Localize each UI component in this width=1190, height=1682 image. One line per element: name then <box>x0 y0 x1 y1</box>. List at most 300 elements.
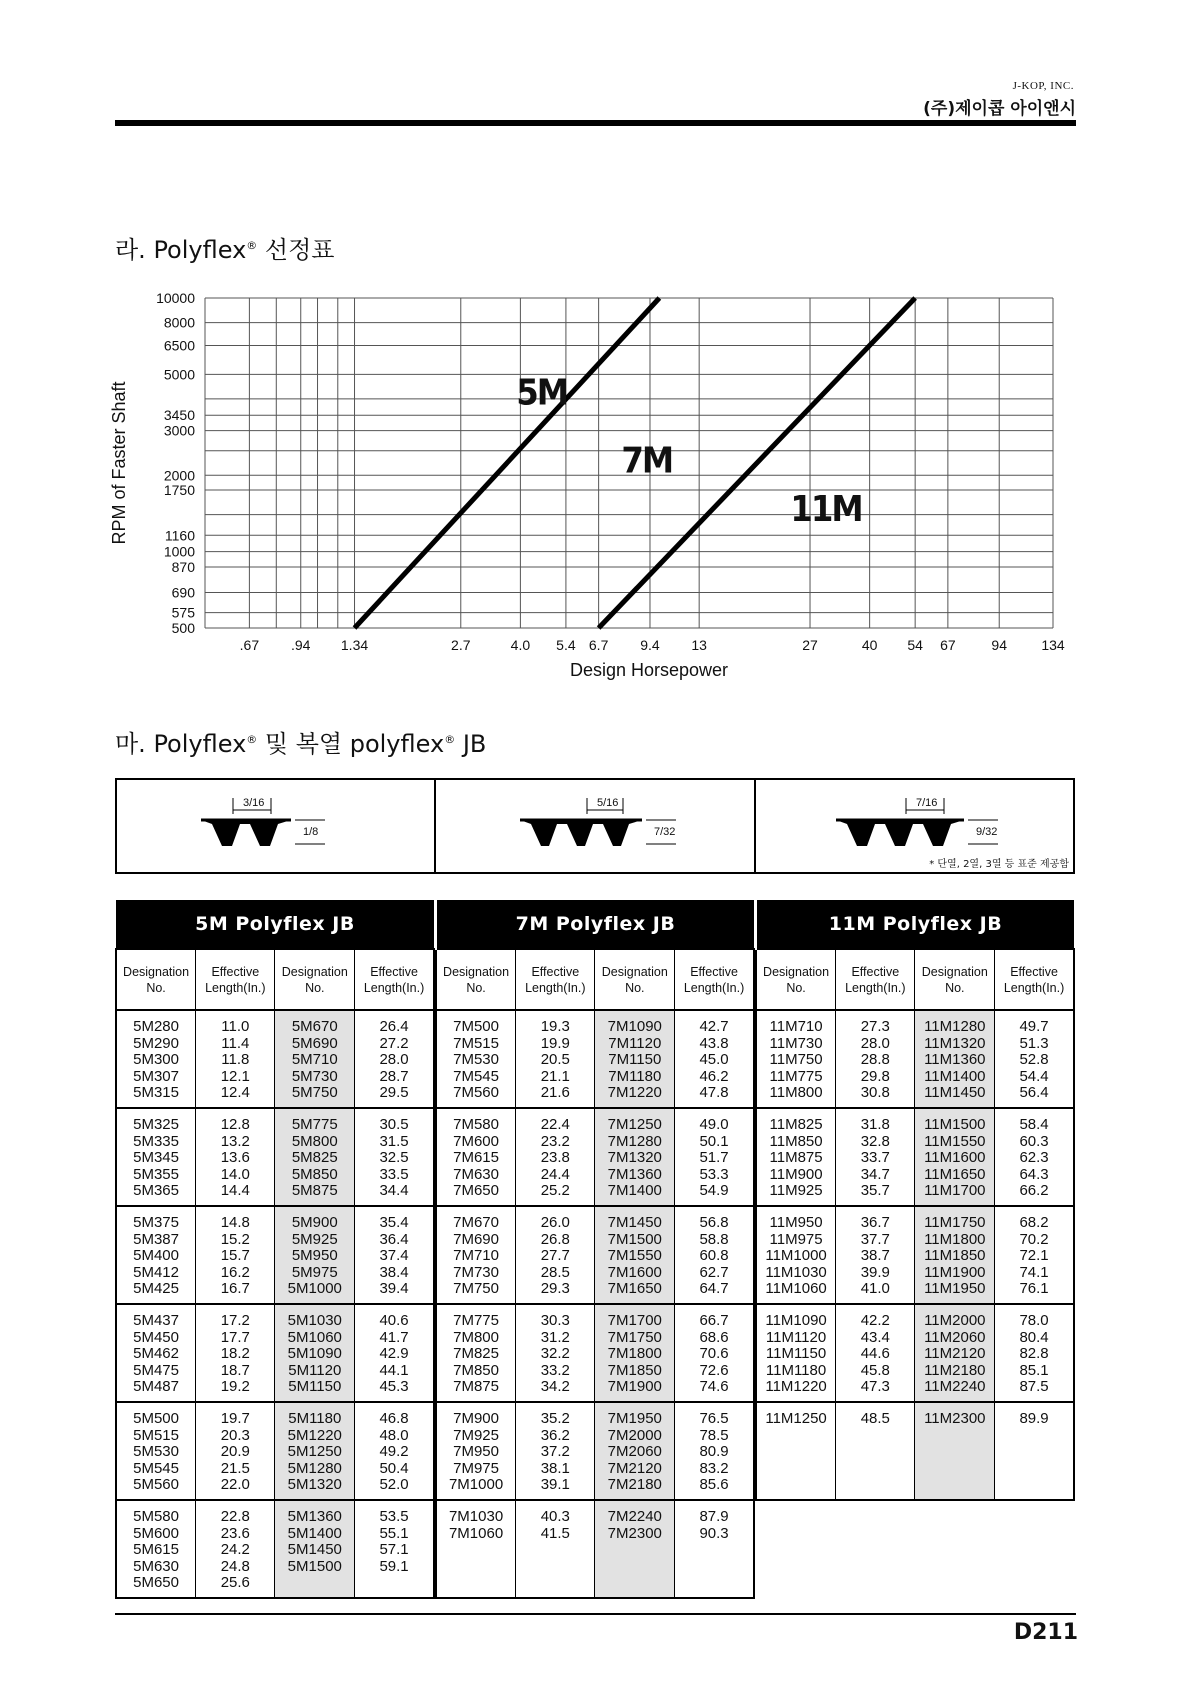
designation-value: 5M1090 <box>287 1345 342 1362</box>
effective-length-cell <box>675 1304 754 1402</box>
designation-value: 5M1060 <box>287 1328 342 1346</box>
designation-value: 5M450 <box>133 1328 179 1346</box>
designation-value: 7M2120 <box>607 1459 662 1477</box>
column-header-designation <box>116 949 196 1010</box>
effective-length-value: 15.7 <box>220 1247 250 1264</box>
table-row-group <box>116 1500 434 1598</box>
effective-length-value: 82.8 <box>1019 1345 1049 1362</box>
effective-length-value: 37.7 <box>860 1230 890 1248</box>
designation-value: 5M615 <box>133 1541 179 1558</box>
effective-length-value: 39.4 <box>379 1280 409 1297</box>
designation-value: 5M630 <box>133 1557 179 1575</box>
designation-value: 5M825 <box>291 1149 338 1166</box>
header-line: Length(In.) <box>845 980 906 995</box>
designation-cell <box>595 1108 675 1206</box>
effective-length-value: 29.8 <box>860 1067 890 1085</box>
designation-value: 11M875 <box>769 1149 823 1166</box>
designation-value: 5M545 <box>133 1459 179 1477</box>
effective-length-value: 15.2 <box>220 1230 250 1248</box>
designation-value: 5M1450 <box>287 1541 342 1558</box>
designation-value: 7M1090 <box>607 1018 662 1035</box>
designation-value: 5M690 <box>291 1034 338 1052</box>
designation-value: 7M1120 <box>608 1034 662 1052</box>
designation-value: 11M1500 <box>924 1116 986 1133</box>
effective-length-value: 85.6 <box>699 1476 729 1493</box>
effective-length-value: 60.8 <box>699 1247 729 1264</box>
effective-length-cell <box>995 1304 1074 1402</box>
x-tick-label: 1.34 <box>340 637 369 653</box>
designation-value: 5M1030 <box>287 1312 342 1329</box>
x-axis-label: Design Horsepower <box>569 660 729 680</box>
table-row-group <box>756 1402 1074 1500</box>
effective-length-value: 68.2 <box>1019 1214 1049 1231</box>
designation-value: 11M1950 <box>924 1280 986 1297</box>
effective-length-value: 68.6 <box>699 1328 729 1346</box>
designation-value: 7M515 <box>453 1034 499 1052</box>
effective-length-value: 32.2 <box>540 1345 570 1362</box>
table-row-group <box>116 1206 434 1304</box>
effective-length-value: 72.1 <box>1019 1247 1049 1264</box>
table-row-group <box>436 1010 754 1108</box>
effective-length-value: 11.0 <box>221 1018 250 1035</box>
x-tick-label: 94 <box>991 637 1008 653</box>
designation-value: 5M710 <box>291 1051 338 1068</box>
effective-length-value: 23.2 <box>540 1132 570 1150</box>
effective-length-value: 22.0 <box>220 1476 250 1493</box>
effective-length-value: 36.2 <box>540 1426 570 1444</box>
designation-value: 5M1120 <box>288 1361 342 1379</box>
effective-length-value: 32.8 <box>860 1132 890 1150</box>
effective-length-cell <box>675 1500 754 1598</box>
effective-length-value: 13.6 <box>220 1149 250 1166</box>
effective-length-value: 72.6 <box>699 1361 729 1379</box>
selection-chart <box>105 280 1090 710</box>
effective-length-value: 37.2 <box>540 1443 570 1460</box>
effective-length-value: 41.5 <box>540 1524 570 1542</box>
column-header-effective-length <box>196 949 275 1010</box>
designation-value: 7M690 <box>453 1230 499 1248</box>
page-number: D211 <box>1013 1620 1078 1645</box>
table-row-group <box>756 1304 1074 1402</box>
header-line: Effective <box>531 964 580 979</box>
designation-value: 7M615 <box>453 1149 499 1166</box>
effective-length-value: 50.4 <box>379 1459 409 1477</box>
effective-length-value: 25.6 <box>220 1574 250 1591</box>
effective-length-value: 14.0 <box>220 1165 250 1183</box>
designation-value: 7M950 <box>453 1443 499 1460</box>
effective-length-value: 28.8 <box>860 1051 890 1068</box>
effective-length-value: 70.2 <box>1019 1230 1049 1248</box>
belt-rib-shape <box>520 820 642 846</box>
designation-cell <box>275 1402 355 1500</box>
designation-value: 7M1500 <box>607 1230 662 1248</box>
belt-rib-shape <box>836 820 964 846</box>
y-tick-label: 8000 <box>163 314 195 331</box>
effective-length-value: 38.7 <box>860 1247 890 1264</box>
designation-value: 11M1850 <box>924 1247 986 1264</box>
designation-value: 5M462 <box>133 1345 179 1362</box>
designation-value: 7M775 <box>453 1312 499 1329</box>
header-line: No. <box>305 980 325 995</box>
designation-cell <box>595 1402 675 1500</box>
designation-value: 7M1360 <box>607 1165 662 1183</box>
effective-length-value: 45.8 <box>860 1361 890 1379</box>
designation-cell <box>595 1206 675 1304</box>
effective-length-value: 56.8 <box>699 1214 729 1231</box>
designation-value: 7M530 <box>453 1051 499 1068</box>
designation-value: 7M1400 <box>607 1182 662 1199</box>
designation-value: 7M730 <box>453 1263 499 1281</box>
effective-length-value: 50.1 <box>699 1132 729 1150</box>
designation-cell <box>116 1304 196 1402</box>
header-line: Effective <box>370 964 418 979</box>
series-label-11m: 11M <box>790 489 862 531</box>
designation-value: 5M1320 <box>287 1476 342 1493</box>
belt-rib-shape <box>201 820 291 846</box>
effective-length-value: 90.3 <box>699 1524 729 1542</box>
designation-value: 11M1180 <box>765 1361 827 1379</box>
x-tick-label: 40 <box>861 637 878 653</box>
table-title: 7M Polyflex JB <box>436 900 754 949</box>
section-title-polyflex-jb <box>115 724 486 759</box>
effective-length-cell <box>196 1010 275 1108</box>
header-line: Designation <box>443 964 510 979</box>
effective-length-value: 64.3 <box>1019 1165 1049 1183</box>
effective-length-value: 44.6 <box>860 1345 890 1362</box>
designation-value: 7M1220 <box>607 1084 662 1101</box>
header-line: No. <box>146 980 166 995</box>
effective-length-value: 41.0 <box>860 1280 890 1297</box>
effective-length-value: 12.8 <box>220 1116 250 1133</box>
effective-length-value: 27.2 <box>379 1034 409 1052</box>
effective-length-value: 39.9 <box>860 1263 890 1281</box>
x-tick-label: 134 <box>1041 637 1065 653</box>
effective-length-value: 19.9 <box>540 1034 570 1052</box>
designation-value: 7M1000 <box>448 1476 504 1493</box>
designation-value: 11M1320 <box>924 1034 986 1052</box>
table-row-group <box>436 1206 754 1304</box>
x-tick-label: 4.0 <box>510 637 531 653</box>
effective-length-cell <box>355 1108 434 1206</box>
designation-value: 5M290 <box>133 1034 179 1052</box>
column-header-designation <box>595 949 675 1010</box>
table-row-group <box>436 1500 754 1598</box>
designation-value: 11M800 <box>769 1084 823 1101</box>
header-line: Length(In.) <box>205 980 266 995</box>
effective-length-cell <box>516 1500 595 1598</box>
profile-height-label: 1/8 <box>303 826 319 838</box>
effective-length-value: 16.2 <box>220 1263 250 1281</box>
effective-length-cell <box>196 1402 275 1500</box>
designation-cell <box>275 1010 355 1108</box>
effective-length-value: 78.0 <box>1019 1312 1049 1329</box>
table-row-group <box>756 1010 1074 1108</box>
profile-pitch-label: 7/16 <box>915 797 938 809</box>
effective-length-value: 70.6 <box>699 1345 729 1362</box>
designation-value: 11M2120 <box>924 1345 986 1362</box>
designation-cell <box>915 1010 995 1108</box>
effective-length-value: 23.6 <box>220 1524 250 1542</box>
effective-length-value: 54.9 <box>699 1182 729 1199</box>
effective-length-value: 34.7 <box>860 1165 890 1183</box>
designation-value: 7M1060 <box>448 1524 504 1542</box>
effective-length-value: 74.6 <box>699 1378 729 1395</box>
effective-length-cell <box>196 1206 275 1304</box>
designation-value: 7M1280 <box>607 1132 662 1150</box>
section-title-selection-chart <box>115 230 334 265</box>
effective-length-value: 32.5 <box>379 1149 409 1166</box>
column-header-effective-length <box>995 949 1074 1010</box>
effective-length-value: 27.3 <box>860 1018 890 1035</box>
designation-value: 5M315 <box>133 1084 179 1101</box>
effective-length-value: 47.3 <box>860 1378 890 1395</box>
designation-value: 5M335 <box>133 1132 179 1150</box>
effective-length-value: 52.0 <box>379 1476 409 1493</box>
designation-cell <box>436 1500 516 1598</box>
designation-value: 7M1900 <box>607 1378 662 1395</box>
designation-cell <box>116 1108 196 1206</box>
series-label-5m: 5M <box>516 372 567 414</box>
designation-value: 5M560 <box>133 1476 179 1493</box>
effective-length-value: 19.2 <box>220 1378 250 1395</box>
effective-length-value: 66.2 <box>1019 1182 1049 1199</box>
effective-length-value: 45.0 <box>699 1051 729 1068</box>
designation-cell <box>275 1108 355 1206</box>
belt-profiles <box>115 778 1075 874</box>
designation-cell <box>436 1206 516 1304</box>
effective-length-value: 22.4 <box>540 1116 570 1133</box>
designation-cell <box>116 1402 196 1500</box>
effective-length-value: 27.7 <box>540 1247 570 1264</box>
profile-pitch-label: 5/16 <box>597 797 619 809</box>
designation-value: 11M750 <box>769 1051 823 1068</box>
designation-value: 11M1450 <box>924 1084 986 1101</box>
designation-value: 7M750 <box>453 1280 499 1297</box>
y-tick-label: 1000 <box>163 543 195 560</box>
effective-length-value: 43.8 <box>699 1034 729 1052</box>
effective-length-value: 34.2 <box>540 1378 570 1395</box>
effective-length-value: 87.9 <box>699 1508 729 1525</box>
polyflex-table <box>115 900 435 1599</box>
designation-value: 11M1800 <box>924 1230 986 1248</box>
profile-7m <box>436 780 755 872</box>
effective-length-value: 46.2 <box>699 1067 729 1085</box>
y-tick-label: 870 <box>171 558 195 575</box>
y-tick-label: 6500 <box>163 337 195 354</box>
effective-length-value: 48.5 <box>860 1410 890 1427</box>
designation-value: 5M580 <box>133 1508 179 1525</box>
column-header-effective-length <box>836 949 915 1010</box>
effective-length-value: 17.2 <box>220 1312 250 1329</box>
designation-value: 5M280 <box>133 1018 179 1035</box>
effective-length-value: 20.3 <box>220 1426 250 1444</box>
designation-value: 5M355 <box>133 1165 179 1183</box>
designation-cell <box>436 1010 516 1108</box>
designation-value: 7M1250 <box>607 1116 662 1133</box>
designation-cell <box>595 1500 675 1598</box>
effective-length-value: 16.7 <box>220 1280 250 1297</box>
effective-length-value: 31.2 <box>540 1328 570 1346</box>
designation-value: 5M530 <box>133 1443 179 1460</box>
effective-length-value: 62.3 <box>1019 1149 1049 1166</box>
designation-value: 11M900 <box>769 1165 823 1183</box>
effective-length-value: 38.1 <box>540 1459 570 1477</box>
effective-length-value: 28.0 <box>860 1034 890 1052</box>
effective-length-value: 76.1 <box>1019 1280 1049 1297</box>
effective-length-value: 64.7 <box>699 1280 729 1297</box>
effective-length-value: 57.1 <box>379 1541 409 1558</box>
effective-length-value: 35.7 <box>860 1182 890 1199</box>
designation-cell <box>275 1304 355 1402</box>
section-ra-prefix: 라. Polyflex <box>115 236 247 264</box>
designation-value: 5M437 <box>133 1312 179 1329</box>
header-line: Designation <box>763 964 830 979</box>
designation-value: 11M2000 <box>924 1312 986 1329</box>
designation-value: 7M975 <box>453 1459 499 1477</box>
effective-length-value: 30.3 <box>540 1312 570 1329</box>
designation-value: 11M1150 <box>765 1345 827 1362</box>
effective-length-value: 20.5 <box>540 1051 570 1068</box>
effective-length-value: 87.5 <box>1019 1378 1049 1395</box>
effective-length-value: 48.0 <box>379 1426 409 1444</box>
effective-length-value: 52.8 <box>1019 1051 1049 1068</box>
effective-length-cell <box>675 1402 754 1500</box>
polyflex-table <box>435 900 755 1599</box>
designation-value: 7M1700 <box>607 1312 662 1329</box>
designation-value: 11M950 <box>769 1214 823 1231</box>
designation-value: 5M800 <box>291 1132 338 1150</box>
designation-value: 7M2300 <box>607 1524 662 1542</box>
effective-length-value: 28.7 <box>379 1067 409 1085</box>
designation-cell <box>756 1206 836 1304</box>
effective-length-value: 38.4 <box>379 1263 409 1281</box>
profile-note: * 단열, 2열, 3열 등 표준 제공함 <box>929 859 1069 870</box>
header-line: Length(In.) <box>363 980 425 995</box>
designation-value: 11M1090 <box>765 1312 827 1329</box>
effective-length-value: 62.7 <box>699 1263 729 1281</box>
effective-length-value: 14.4 <box>220 1182 250 1199</box>
effective-length-value: 23.8 <box>540 1149 570 1166</box>
table-row-group <box>116 1010 434 1108</box>
effective-length-value: 21.5 <box>220 1459 250 1477</box>
effective-length-value: 18.7 <box>220 1361 250 1379</box>
effective-length-value: 33.7 <box>860 1149 890 1166</box>
registered-mark: ® <box>246 733 258 746</box>
designation-value: 7M850 <box>453 1361 499 1379</box>
effective-length-cell <box>836 1010 915 1108</box>
designation-value: 11M1700 <box>924 1182 986 1199</box>
column-header-effective-length <box>355 949 434 1010</box>
x-tick-label: 27 <box>802 637 818 653</box>
effective-length-cell <box>516 1402 595 1500</box>
effective-length-value: 19.7 <box>220 1410 250 1427</box>
designation-value: 7M2180 <box>607 1476 662 1493</box>
effective-length-value: 42.2 <box>860 1312 890 1329</box>
effective-length-value: 19.3 <box>540 1018 570 1035</box>
y-axis-label: RPM of Faster Shaft <box>109 381 129 545</box>
designation-value: 5M515 <box>133 1426 179 1444</box>
effective-length-value: 41.7 <box>379 1328 409 1346</box>
designation-value: 7M2000 <box>607 1426 662 1444</box>
effective-length-cell <box>196 1500 275 1598</box>
registered-mark: ® <box>444 733 456 746</box>
effective-length-cell <box>516 1010 595 1108</box>
effective-length-value: 20.9 <box>220 1443 250 1460</box>
effective-length-value: 51.7 <box>699 1149 729 1166</box>
effective-length-value: 26.4 <box>379 1018 409 1035</box>
designation-value: 5M1150 <box>288 1378 342 1395</box>
effective-length-value: 35.4 <box>379 1214 409 1231</box>
effective-length-value: 80.4 <box>1019 1328 1049 1346</box>
effective-length-cell <box>355 1402 434 1500</box>
table-row-group <box>116 1402 434 1500</box>
designation-value: 5M307 <box>133 1067 179 1085</box>
header-line: No. <box>786 980 806 995</box>
effective-length-cell <box>355 1304 434 1402</box>
designation-cell <box>915 1304 995 1402</box>
table-row-group <box>116 1108 434 1206</box>
designation-value: 5M1220 <box>287 1426 342 1444</box>
designation-value: 11M1220 <box>765 1378 827 1395</box>
designation-value: 11M1250 <box>765 1410 827 1427</box>
y-tick-label: 10000 <box>156 290 195 306</box>
designation-value: 5M1400 <box>287 1524 342 1542</box>
effective-length-value: 49.7 <box>1019 1018 1049 1035</box>
polyflex-jb-tables <box>115 900 1075 1600</box>
effective-length-value: 24.4 <box>540 1165 570 1183</box>
designation-value: 5M600 <box>133 1524 179 1542</box>
effective-length-value: 74.1 <box>1019 1263 1049 1281</box>
designation-value: 5M487 <box>133 1378 179 1395</box>
header-line: Effective <box>1010 964 1058 979</box>
designation-value: 5M975 <box>291 1263 338 1281</box>
effective-length-value: 58.8 <box>699 1230 729 1248</box>
effective-length-value: 42.7 <box>699 1018 729 1035</box>
designation-value: 11M925 <box>769 1182 823 1199</box>
effective-length-value: 24.2 <box>220 1541 250 1558</box>
designation-value: 5M400 <box>133 1247 179 1264</box>
effective-length-value: 60.3 <box>1019 1132 1049 1150</box>
effective-length-value: 66.7 <box>699 1312 729 1329</box>
effective-length-value: 36.4 <box>379 1230 409 1248</box>
effective-length-value: 13.2 <box>220 1132 250 1150</box>
designation-value: 5M670 <box>291 1018 338 1035</box>
effective-length-value: 29.5 <box>379 1084 409 1101</box>
effective-length-cell <box>196 1108 275 1206</box>
y-tick-label: 3000 <box>163 422 195 439</box>
effective-length-value: 58.4 <box>1019 1116 1049 1133</box>
table-row-group <box>756 1108 1074 1206</box>
effective-length-value: 14.8 <box>220 1214 250 1231</box>
table-row-group <box>756 1206 1074 1304</box>
designation-cell <box>756 1402 836 1500</box>
brand-korean: (주)제이콥 아이앤시 <box>923 99 1076 119</box>
table-row-group <box>116 1304 434 1402</box>
designation-value: 5M412 <box>133 1263 179 1281</box>
column-header-designation <box>756 949 836 1010</box>
effective-length-value: 25.2 <box>540 1182 570 1199</box>
effective-length-value: 33.2 <box>540 1361 570 1379</box>
effective-length-value: 34.4 <box>379 1182 409 1199</box>
designation-value: 11M1280 <box>924 1018 986 1035</box>
designation-value: 5M950 <box>291 1247 338 1264</box>
designation-value: 11M1400 <box>924 1067 986 1085</box>
effective-length-value: 29.3 <box>540 1280 570 1297</box>
designation-value: 5M875 <box>291 1182 338 1199</box>
effective-length-cell <box>995 1402 1074 1500</box>
x-tick-label: .67 <box>239 637 260 653</box>
designation-value: 5M750 <box>291 1084 338 1101</box>
